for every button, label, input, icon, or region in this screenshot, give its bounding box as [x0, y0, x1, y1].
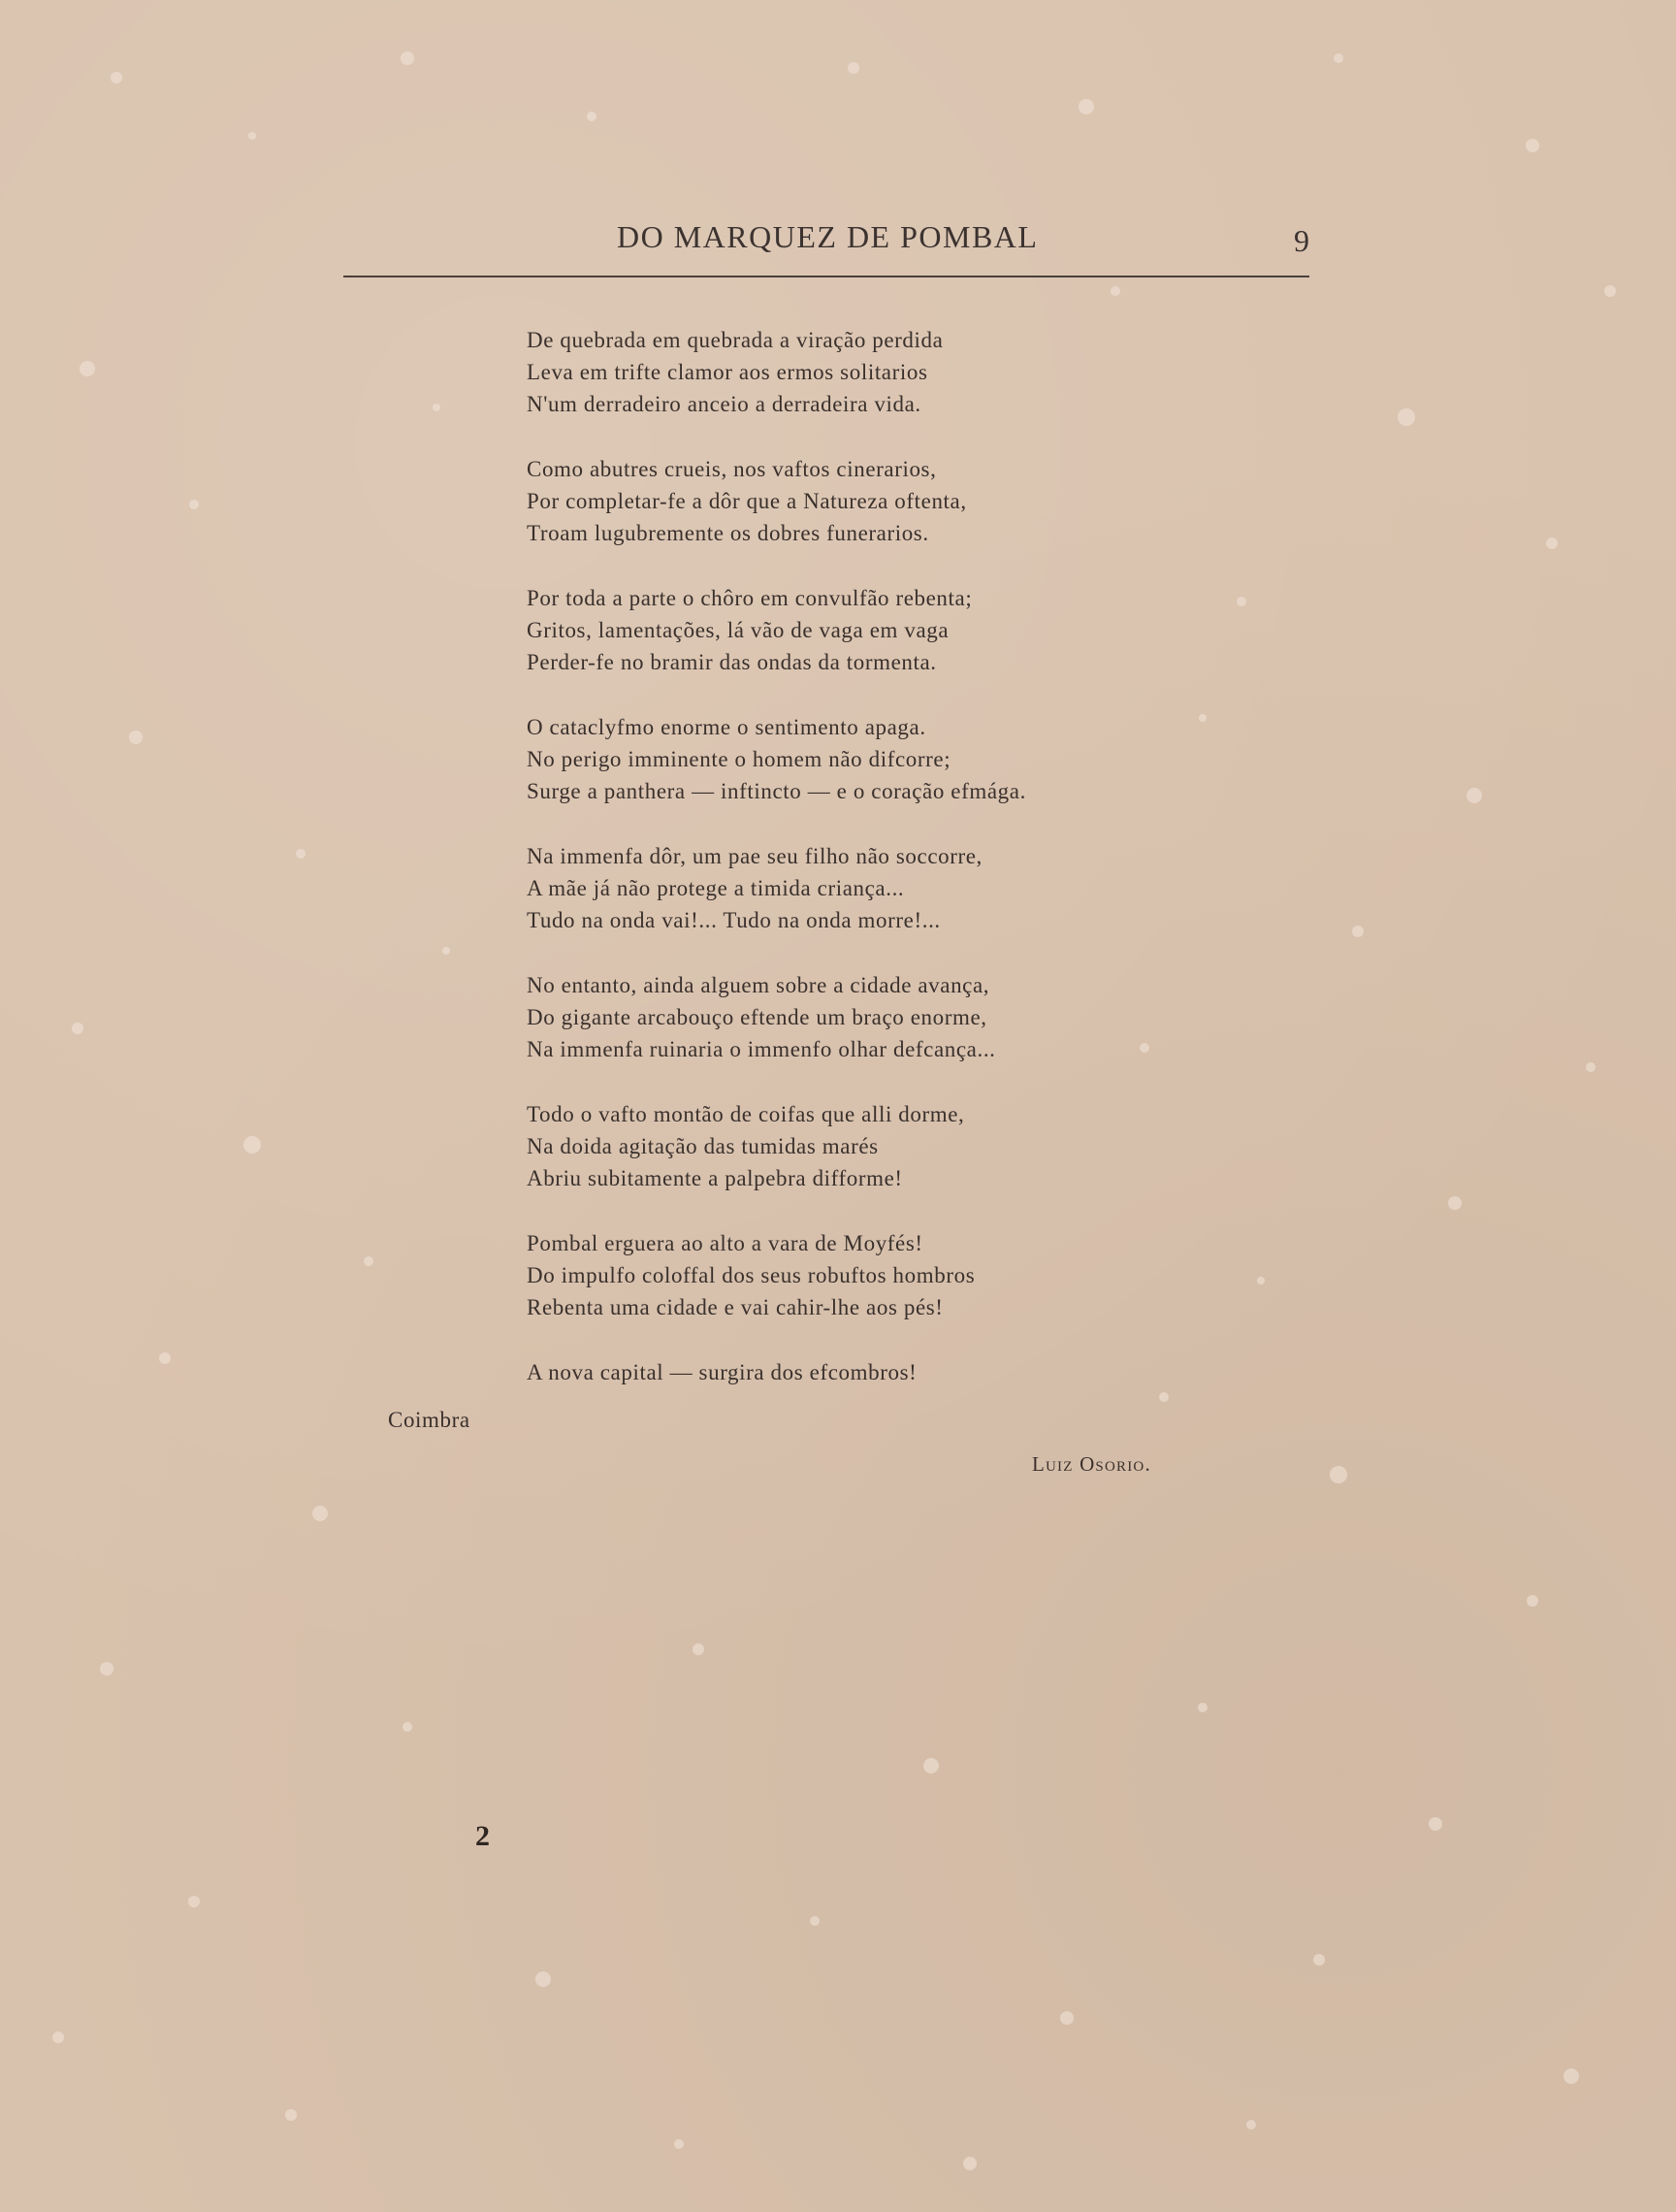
- poem-line: Como abutres crueis, nos vaftos cinerarios,: [527, 457, 937, 481]
- stanza: [527, 711, 1206, 807]
- stanza: [527, 1227, 1206, 1323]
- poem-line: Tudo na onda vai!... Tudo na onda morre!...: [527, 908, 941, 932]
- signature-mark: 2: [475, 1820, 490, 1852]
- poem-line: O cataclyfmo enorme o sentimento apaga.: [527, 715, 926, 739]
- poem-line: Perder-fe no bramir das ondas da tormenta.: [527, 650, 937, 674]
- poem-line: Na doida agitação das tumidas marés: [527, 1134, 879, 1158]
- place-name: Coimbra: [388, 1408, 470, 1432]
- running-header: [343, 219, 1309, 277]
- poem-line: Abriu subitamente a palpebra difforme!: [527, 1166, 903, 1190]
- poem-line: A nova capital — surgira dos efcombros!: [527, 1360, 918, 1384]
- poem-line: Surge a panthera — inftincto — e o coração efmága.: [527, 779, 1026, 803]
- page-number: 9: [1294, 223, 1309, 258]
- stanza: [527, 582, 1206, 678]
- poem-line: Na immenfa ruinaria o immenfo olhar defcança...: [527, 1037, 996, 1061]
- stanza: [527, 1098, 1206, 1194]
- poem-line: Leva em trifte clamor aos ermos solitarios: [527, 360, 928, 384]
- poem-body: [527, 324, 1206, 1421]
- poem-line: Gritos, lamentações, lá vão de vaga em vaga: [527, 618, 950, 642]
- stanza: [527, 324, 1206, 420]
- stanza: [527, 840, 1206, 936]
- poem-line: Do gigante arcabouço eftende um braço enorme,: [527, 1005, 987, 1029]
- poem-line: Do impulfo coloffal dos seus robuftos hombros: [527, 1263, 976, 1287]
- poem-line: N'um derradeiro anceio a derradeira vida.: [527, 392, 921, 416]
- poem-line: Troam lugubremente os dobres funerarios.: [527, 521, 929, 545]
- header-rule: [343, 276, 1309, 277]
- poem-line: De quebrada em quebrada a viração perdida: [527, 328, 944, 352]
- poem-line: Rebenta uma cidade e vai cahir-lhe aos pés!: [527, 1295, 944, 1319]
- poem-line: A mãe já não protege a timida criança...: [527, 876, 905, 900]
- poem-line: No perigo imminente o homem não difcorre;: [527, 747, 951, 771]
- author-signature: Luiz Osorio.: [1032, 1452, 1151, 1476]
- stanza: [527, 969, 1206, 1065]
- poem-line: Todo o vafto montão de coifas que alli dorme,: [527, 1102, 965, 1126]
- poem-line: Pombal erguera ao alto a vara de Moyfés!: [527, 1231, 923, 1255]
- poem-line: Na immenfa dôr, um pae seu filho não soccorre,: [527, 844, 983, 868]
- poem-line: Por completar-fe a dôr que a Natureza oftenta,: [527, 489, 967, 513]
- poem-line: No entanto, ainda alguem sobre a cidade avança,: [527, 973, 990, 997]
- header-title: DO MARQUEZ DE POMBAL: [617, 219, 1039, 254]
- stanza: [527, 453, 1206, 549]
- stanza: [527, 1356, 1206, 1388]
- poem-line: Por toda a parte o chôro em convulfão rebenta;: [527, 586, 973, 610]
